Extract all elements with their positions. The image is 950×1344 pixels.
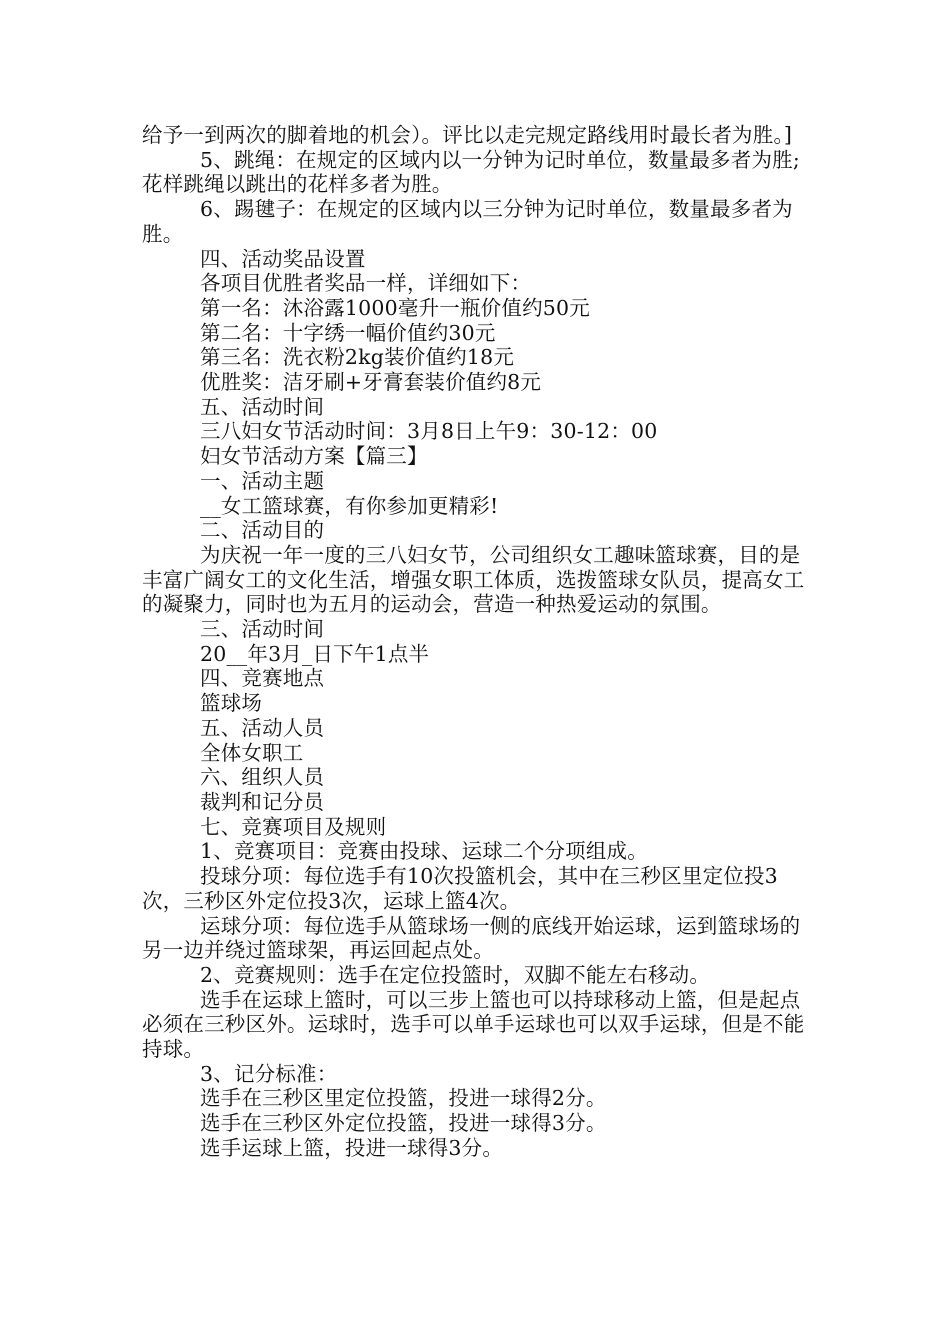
section-heading: 二、活动目的: [200, 518, 325, 543]
paragraph: __女工篮球赛，有你参加更精彩!: [200, 493, 499, 518]
paragraph: 运球分项：每位选手从篮球场一侧的底线开始运球，运到篮球场的另一边并绕过篮球架，再运回起点处。: [142, 913, 801, 963]
section-heading: 五、活动人员: [200, 715, 325, 740]
section-heading: 一、活动主题: [200, 468, 325, 493]
section-heading: 五、活动时间: [200, 394, 325, 419]
paragraph: 选手在三秒区里定位投篮，投进一球得2分。: [200, 1086, 607, 1111]
section-heading: 六、组织人员: [200, 765, 325, 790]
article-title: 妇女节活动方案【篇三】: [200, 444, 428, 469]
section-heading: 三、活动时间: [200, 617, 325, 642]
paragraph: 给予一到两次的脚着地的机会）。评比以走完规定路线用时最长者为胜。]: [142, 123, 793, 147]
prize-item: 第二名：十字绣一幅价值约30元: [200, 320, 496, 345]
paragraph: 2、竞赛规则：选手在定位投篮时，双脚不能左右移动。: [200, 962, 711, 987]
paragraph: 裁判和记分员: [200, 789, 325, 814]
paragraph: 为庆祝一年一度的三八妇女节，公司组织女工趣味篮球赛，目的是丰富广阔女工的文化生活，增强女职工体质，选拨篮球女队员，提高女工的凝聚力，同时也为五月的运动会，营造一种热爱运动的氛围。: [142, 542, 805, 617]
paragraph: 选手运球上篮，投进一球得3分。: [200, 1135, 504, 1160]
paragraph: 20__年3月_日下午1点半: [200, 641, 430, 666]
paragraph: 篮球场: [200, 691, 263, 716]
section-heading: 四、活动奖品设置: [200, 246, 366, 271]
paragraph: 5、跳绳：在规定的区域内以一分钟为记时单位，数量最多者为胜;花样跳绳以跳出的花样多者为胜。: [142, 147, 800, 197]
prize-item: 第三名：洗衣粉2kg装价值约18元: [200, 345, 515, 370]
paragraph: 各项目优胜者奖品一样，详细如下：: [200, 271, 532, 296]
paragraph: 6、踢毽子：在规定的区域内以三分钟为记时单位，数量最多者为胜。: [142, 197, 793, 246]
prize-item: 优胜奖：洁牙刷+牙膏套装价值约8元: [200, 370, 542, 395]
section-heading: 四、竞赛地点: [200, 666, 325, 691]
paragraph: 1、竞赛项目：竞赛由投球、运球二个分项组成。: [200, 839, 648, 864]
paragraph: 三八妇女节活动时间：3月8日上午9：30-12：00: [200, 419, 658, 444]
paragraph: 3、记分标准：: [200, 1061, 338, 1086]
paragraph: 投球分项：每位选手有10次投篮机会，其中在三秒区里定位投3次，三秒区外定位投3次，运球上篮4次。: [142, 864, 778, 913]
document-body: [142, 123, 810, 1161]
paragraph: 选手在三秒区外定位投篮，投进一球得3分。: [200, 1111, 607, 1136]
prize-item: 第一名：沐浴露1000毫升一瓶价值约50元: [200, 295, 590, 320]
paragraph: 选手在运球上篮时，可以三步上篮也可以持球移动上篮，但是起点必须在三秒区外。运球时，选手可以单手运球也可以双手运球，但是不能持球。: [142, 987, 805, 1062]
paragraph: 全体女职工: [200, 740, 304, 765]
section-heading: 七、竞赛项目及规则: [200, 814, 387, 839]
